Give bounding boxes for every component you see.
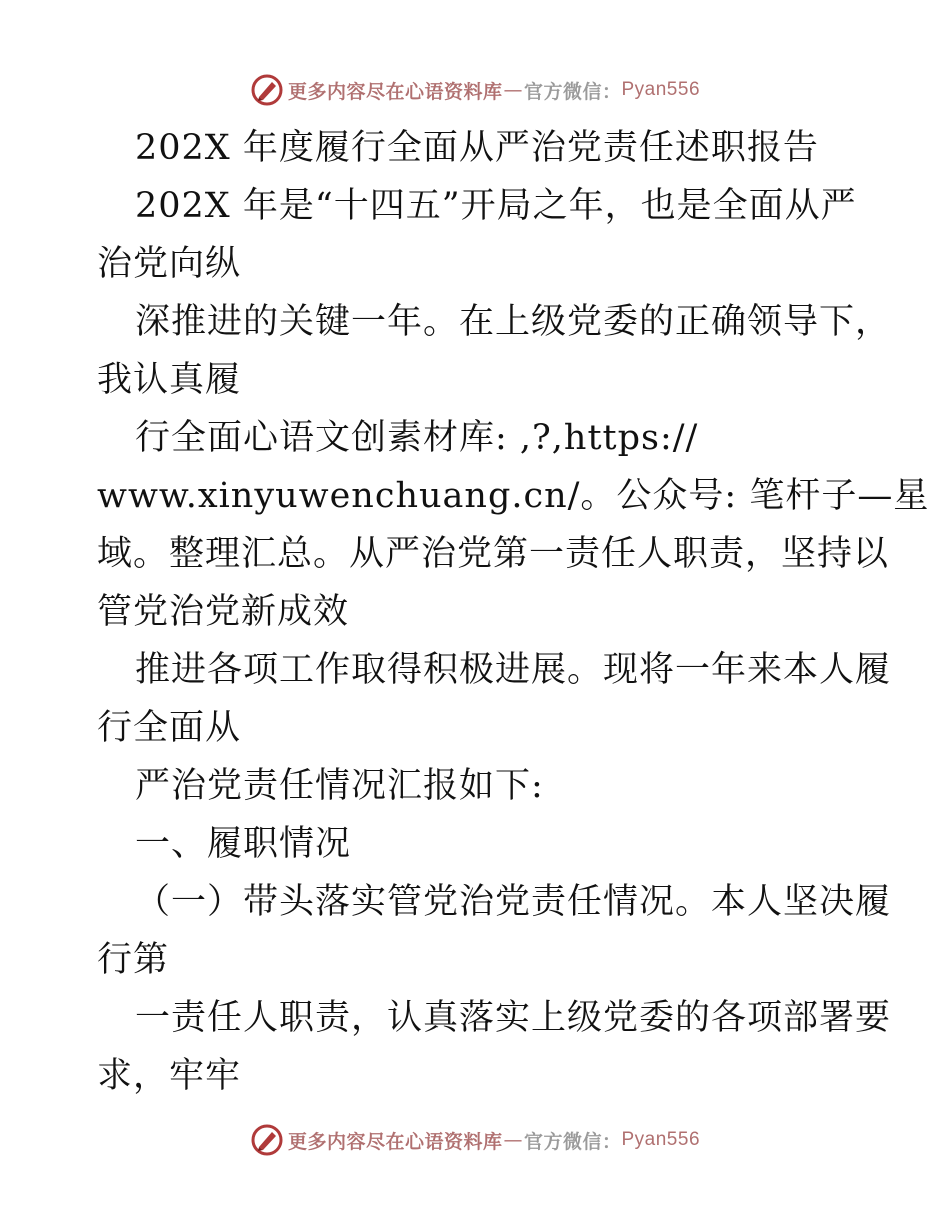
- paragraph-line: 一责任人职责，认真落实上级党委的各项部署要: [135, 998, 892, 1038]
- paragraph-line: 严治党责任情况汇报如下:: [135, 766, 544, 806]
- watermark-wechat-id: Pyan556: [621, 1129, 701, 1150]
- watermark-main-text: 更多内容尽在心语资料库: [287, 80, 503, 103]
- section-heading: 一、履职情况: [135, 824, 352, 864]
- paragraph-line: 深推进的关键一年。在上级党委的正确领导下，: [135, 302, 892, 342]
- paragraph-line: 管党治党新成效: [97, 592, 350, 632]
- paragraph-line: 域。整理汇总。从严治党第一责任人职责，坚持以: [97, 534, 890, 574]
- paragraph-line: 行全面心语文创素材库: ,?,https://: [135, 418, 699, 458]
- paragraph-line: 求，牢牢: [97, 1056, 242, 1096]
- paragraph-line: 行第: [97, 940, 170, 980]
- paragraph-line: 推进各项工作取得积极进展。现将一年来本人履: [135, 650, 892, 690]
- watermark-main-text: 更多内容尽在心语资料库: [287, 1130, 503, 1153]
- watermark-dash: —: [503, 1129, 523, 1151]
- watermark-sub-text: 官方微信：: [523, 1130, 622, 1153]
- paragraph-line: 202X 年是“十四五”开局之年，也是全面从严: [135, 186, 857, 226]
- footer-watermark: [0, 1120, 950, 1160]
- pen-logo-icon: [250, 73, 284, 107]
- watermark-wechat-id: Pyan556: [621, 79, 701, 100]
- pen-logo-icon: [250, 1123, 284, 1157]
- subsection-heading: （一）带头落实管党治党责任情况。本人坚决履: [135, 882, 892, 922]
- watermark-sub-text: 官方微信：: [523, 80, 622, 103]
- header-watermark: [0, 70, 950, 110]
- document-title: 202X 年度履行全面从严治党责任述职报告: [135, 128, 819, 168]
- paragraph-line: 治党向纵: [97, 244, 242, 284]
- watermark-dash: —: [503, 79, 523, 101]
- paragraph-line: 行全面从: [97, 708, 242, 748]
- paragraph-line: 我认真履: [97, 360, 242, 400]
- paragraph-line: www.xinyuwenchuang.cn/。公众号: 笔杆子—星: [97, 476, 930, 516]
